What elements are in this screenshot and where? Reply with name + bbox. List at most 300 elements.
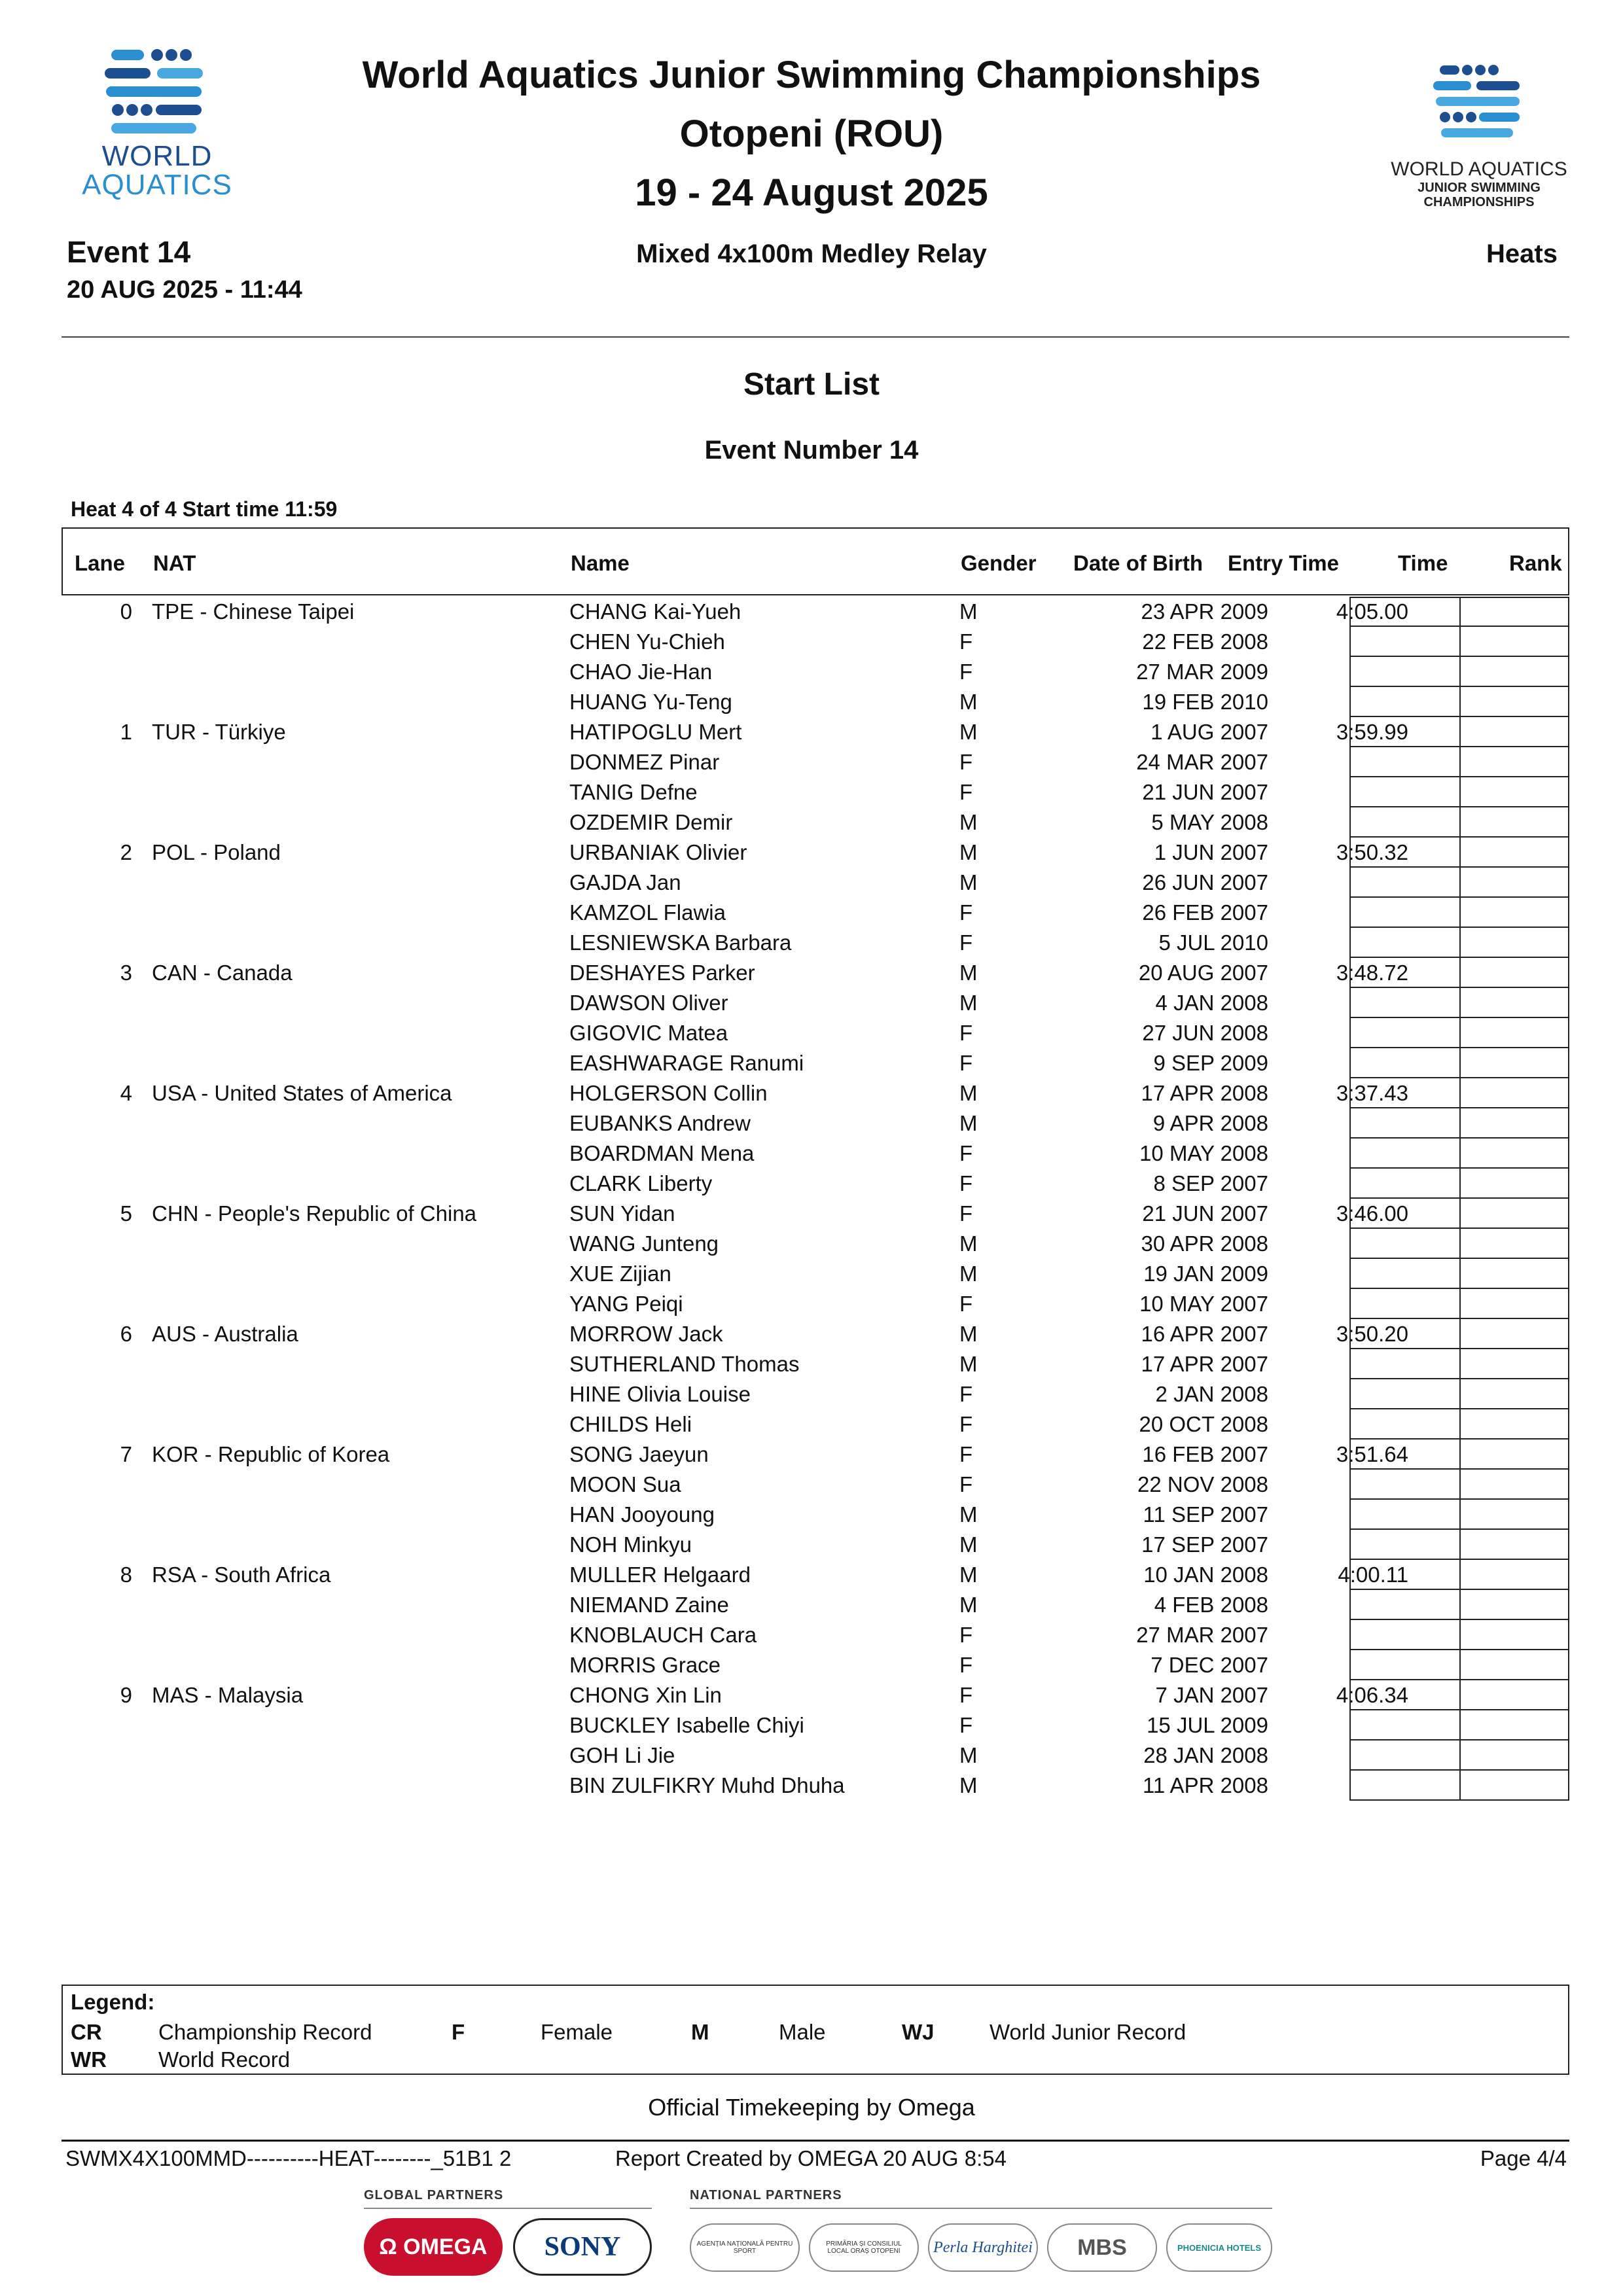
- table-row: [62, 958, 1569, 988]
- col-rank: Rank: [1509, 551, 1562, 575]
- logo-word-1: WORLD: [101, 140, 213, 172]
- rank-box: [1459, 747, 1569, 777]
- table-row: [62, 1199, 1569, 1229]
- time-box: [1349, 1229, 1461, 1259]
- swimmer-dob: 10 JAN 2008: [1143, 1563, 1268, 1587]
- swimmer-dob: 19 FEB 2010: [1142, 690, 1268, 714]
- swimmer-gender: F: [959, 750, 973, 774]
- time-box: [1349, 1470, 1461, 1500]
- table-row: [62, 1169, 1569, 1199]
- swimmer-dob: 15 JUL 2009: [1147, 1713, 1268, 1737]
- swimmer-name: HUANG Yu-Teng: [569, 690, 732, 714]
- lane-number: 2: [120, 840, 132, 864]
- swimmer-dob: 7 JAN 2007: [1155, 1683, 1268, 1707]
- col-dob: Date of Birth: [1073, 551, 1203, 575]
- swimmer-dob: 23 APR 2009: [1141, 599, 1268, 624]
- table-row: [62, 868, 1569, 898]
- swimmer-name: MOON Sua: [569, 1472, 681, 1496]
- swimmer-dob: 1 JUN 2007: [1154, 840, 1268, 864]
- table-row: [62, 1470, 1569, 1500]
- rank-box: [1459, 1710, 1569, 1740]
- swimmer-dob: 30 APR 2008: [1141, 1231, 1268, 1256]
- table-row: [62, 838, 1569, 868]
- rank-box: [1459, 1139, 1569, 1169]
- swimmer-dob: 8 SEP 2007: [1153, 1171, 1268, 1195]
- time-box: [1349, 1199, 1461, 1229]
- entry-time: 3:46.00: [1336, 1201, 1408, 1226]
- team-nat: KOR - Republic of Korea: [152, 1442, 390, 1466]
- table-row: [62, 928, 1569, 958]
- swimmer-name: HATIPOGLU Mert: [569, 720, 742, 744]
- time-box: [1349, 1108, 1461, 1139]
- col-lane: Lane: [75, 551, 126, 575]
- team-nat: MAS - Malaysia: [152, 1683, 304, 1707]
- event-number: Event 14: [67, 235, 191, 269]
- swimmer-dob: 21 JUN 2007: [1142, 1201, 1268, 1226]
- time-box: [1349, 1710, 1461, 1740]
- legend-label-m: Male: [779, 2020, 826, 2044]
- swimmer-gender: F: [959, 1442, 973, 1466]
- lane-number: 7: [120, 1442, 132, 1466]
- global-partners-label: GLOBAL PARTNERS: [364, 2188, 504, 2202]
- table-row: [62, 1078, 1569, 1108]
- swimmer-dob: 11 SEP 2007: [1143, 1502, 1268, 1527]
- swimmer-gender: F: [959, 1021, 973, 1045]
- table-row: [62, 807, 1569, 838]
- swimmer-gender: F: [959, 900, 973, 925]
- swimmer-gender: F: [959, 660, 973, 684]
- partner-perla-harghitei-logo: Perla Harghitei: [928, 2223, 1038, 2272]
- rank-box: [1459, 1500, 1569, 1530]
- swimmer-dob: 17 SEP 2007: [1141, 1532, 1268, 1557]
- legend-code-wj: WJ: [902, 2020, 935, 2044]
- swimmer-name: YANG Peiqi: [569, 1292, 683, 1316]
- swimmer-dob: 26 FEB 2007: [1142, 900, 1268, 925]
- swimmer-dob: 10 MAY 2008: [1139, 1141, 1268, 1165]
- table-header: [62, 527, 1569, 595]
- swimmer-gender: M: [959, 1081, 978, 1105]
- table-row: [62, 747, 1569, 777]
- omega-logo: Ω OMEGA: [364, 2218, 503, 2276]
- time-box: [1349, 1379, 1461, 1409]
- rank-box: [1459, 777, 1569, 807]
- col-name: Name: [571, 551, 630, 575]
- col-time: Time: [1398, 551, 1448, 575]
- lane-number: 5: [120, 1201, 132, 1226]
- swimmer-dob: 16 FEB 2007: [1142, 1442, 1268, 1466]
- swimmer-name: CLARK Liberty: [569, 1171, 713, 1195]
- swimmer-name: NIEMAND Zaine: [569, 1593, 729, 1617]
- time-box: [1349, 1740, 1461, 1771]
- time-box: [1349, 1530, 1461, 1560]
- swimmer-name: XUE Zijian: [569, 1262, 671, 1286]
- swimmer-dob: 27 JUN 2008: [1142, 1021, 1268, 1045]
- time-box: [1349, 1319, 1461, 1349]
- time-box: [1349, 1259, 1461, 1289]
- lane-number: 0: [120, 599, 132, 624]
- entry-time: 4:06.34: [1336, 1683, 1408, 1707]
- partner-mbs-logo: MBS: [1047, 2223, 1157, 2272]
- table-row: [62, 1560, 1569, 1590]
- swimmer-dob: 17 APR 2007: [1141, 1352, 1268, 1376]
- swimmer-gender: M: [959, 961, 978, 985]
- team-nat: POL - Poland: [152, 840, 281, 864]
- swimmer-gender: M: [959, 1773, 978, 1797]
- rank-box: [1459, 1319, 1569, 1349]
- swimmer-name: MORROW Jack: [569, 1322, 723, 1346]
- time-box: [1349, 868, 1461, 898]
- swimmer-name: SONG Jaeyun: [569, 1442, 709, 1466]
- time-box: [1349, 717, 1461, 747]
- lane-number: 9: [120, 1683, 132, 1707]
- table-row: [62, 1409, 1569, 1439]
- table-row: [62, 1018, 1569, 1048]
- table-row: [62, 627, 1569, 657]
- sony-logo: SONY: [513, 2218, 652, 2276]
- swimmer-gender: M: [959, 810, 978, 834]
- rank-box: [1459, 928, 1569, 958]
- swimmer-gender: M: [959, 991, 978, 1015]
- rank-box: [1459, 988, 1569, 1018]
- table-row: [62, 657, 1569, 687]
- rank-box: [1459, 1078, 1569, 1108]
- table-row: [62, 1620, 1569, 1650]
- swimmer-name: SUN Yidan: [569, 1201, 675, 1226]
- rank-box: [1459, 1108, 1569, 1139]
- title-line-3: 19 - 24 August 2025: [635, 171, 988, 214]
- team-nat: CHN - People's Republic of China: [152, 1201, 477, 1226]
- time-box: [1349, 898, 1461, 928]
- swimmer-dob: 21 JUN 2007: [1142, 780, 1268, 804]
- rank-box: [1459, 1379, 1569, 1409]
- table-row: [62, 717, 1569, 747]
- page-number: Page 4/4: [1480, 2146, 1567, 2170]
- swimmer-dob: 16 APR 2007: [1141, 1322, 1268, 1346]
- rank-box: [1459, 1470, 1569, 1500]
- legend-code-f: F: [452, 2020, 465, 2044]
- event-datetime: 20 AUG 2025 - 11:44: [67, 276, 302, 304]
- swimmer-gender: M: [959, 1502, 978, 1527]
- rank-box: [1459, 687, 1569, 717]
- table-row: [62, 1048, 1569, 1078]
- time-box: [1349, 1048, 1461, 1078]
- time-box: [1349, 1078, 1461, 1108]
- swimmer-gender: M: [959, 690, 978, 714]
- rank-box: [1459, 597, 1569, 627]
- swimmer-name: HOLGERSON Collin: [569, 1081, 768, 1105]
- swimmer-gender: M: [959, 1231, 978, 1256]
- col-entry-time: Entry Time: [1228, 551, 1339, 575]
- col-gender: Gender: [961, 551, 1037, 575]
- national-partners-label: NATIONAL PARTNERS: [690, 2188, 842, 2202]
- table-row: [62, 1229, 1569, 1259]
- table-row: [62, 1319, 1569, 1349]
- table-row: [62, 687, 1569, 717]
- swimmer-dob: 24 MAR 2007: [1136, 750, 1268, 774]
- swimmer-gender: M: [959, 1532, 978, 1557]
- swimmer-name: TANIG Defne: [569, 780, 698, 804]
- legend-label-wr: World Record: [158, 2047, 291, 2072]
- swimmer-name: NOH Minkyu: [569, 1532, 692, 1557]
- legend-code-wr: WR: [71, 2047, 107, 2072]
- swimmer-dob: 20 AUG 2007: [1138, 961, 1268, 985]
- swimmer-gender: F: [959, 1623, 973, 1647]
- table-row: [62, 1680, 1569, 1710]
- rank-box: [1459, 838, 1569, 868]
- team-nat: CAN - Canada: [152, 961, 293, 985]
- legend: [62, 1985, 1569, 2075]
- swimmer-dob: 5 MAY 2008: [1151, 810, 1268, 834]
- rank-box: [1459, 1018, 1569, 1048]
- swimmer-gender: M: [959, 1743, 978, 1767]
- swimmer-name: GAJDA Jan: [569, 870, 681, 894]
- time-box: [1349, 657, 1461, 687]
- swimmer-gender: M: [959, 1593, 978, 1617]
- rank-box: [1459, 1680, 1569, 1710]
- junior-championships-logo: [1368, 60, 1590, 209]
- swimmer-name: CHILDS Heli: [569, 1412, 692, 1436]
- rlogo-line-3: CHAMPIONSHIPS: [1423, 195, 1535, 209]
- swimmer-gender: F: [959, 1382, 973, 1406]
- swimmer-gender: F: [959, 780, 973, 804]
- swimmer-gender: F: [959, 1713, 973, 1737]
- table-row: [62, 1650, 1569, 1680]
- time-box: [1349, 1680, 1461, 1710]
- junior-championships-mark-icon: [1368, 60, 1590, 158]
- time-box: [1349, 958, 1461, 988]
- rank-box: [1459, 627, 1569, 657]
- swimmer-gender: F: [959, 1051, 973, 1075]
- swimmer-dob: 2 JAN 2008: [1155, 1382, 1268, 1406]
- time-box: [1349, 838, 1461, 868]
- global-partners-rule: [364, 2208, 652, 2209]
- swimmer-gender: F: [959, 1653, 973, 1677]
- swimmer-dob: 17 APR 2008: [1141, 1081, 1268, 1105]
- swimmer-dob: 9 SEP 2009: [1153, 1051, 1268, 1075]
- entry-time: 3:50.32: [1336, 840, 1408, 864]
- swimmer-name: DONMEZ Pinar: [569, 750, 720, 774]
- legend-code-cr: CR: [71, 2020, 102, 2044]
- rank-box: [1459, 1740, 1569, 1771]
- rank-box: [1459, 807, 1569, 838]
- time-box: [1349, 1439, 1461, 1470]
- swimmer-gender: M: [959, 1322, 978, 1346]
- time-box: [1349, 1500, 1461, 1530]
- time-box: [1349, 988, 1461, 1018]
- time-box: [1349, 807, 1461, 838]
- rank-box: [1459, 1289, 1569, 1319]
- team-nat: TPE - Chinese Taipei: [152, 599, 355, 624]
- team-nat: RSA - South Africa: [152, 1563, 331, 1587]
- swimmer-gender: F: [959, 1171, 973, 1195]
- swimmer-name: OZDEMIR Demir: [569, 810, 733, 834]
- swimmer-gender: M: [959, 599, 978, 624]
- event-name: Mixed 4x100m Medley Relay: [636, 239, 987, 268]
- col-nat: NAT: [153, 551, 196, 575]
- rank-box: [1459, 868, 1569, 898]
- lane-number: 3: [120, 961, 132, 985]
- entry-time: 3:59.99: [1336, 720, 1408, 744]
- time-box: [1349, 1409, 1461, 1439]
- lane-number: 4: [120, 1081, 132, 1105]
- time-box: [1349, 687, 1461, 717]
- table-row: [62, 1139, 1569, 1169]
- entry-time: 4:05.00: [1336, 599, 1408, 624]
- official-timekeeping: Official Timekeeping by Omega: [648, 2094, 975, 2121]
- swimmer-gender: F: [959, 1683, 973, 1707]
- table-row: [62, 1289, 1569, 1319]
- report-created: Report Created by OMEGA 20 AUG 8:54: [615, 2146, 1007, 2170]
- report-code: SWMX4X100MMD----------HEAT--------_51B1 2: [65, 2146, 512, 2170]
- title-line-2: Otopeni (ROU): [679, 113, 944, 155]
- swimmer-gender: F: [959, 930, 973, 955]
- swimmer-name: KNOBLAUCH Cara: [569, 1623, 757, 1647]
- swimmer-name: HINE Olivia Louise: [569, 1382, 751, 1406]
- swimmer-name: LESNIEWSKA Barbara: [569, 930, 792, 955]
- event-phase: Heats: [1486, 239, 1558, 268]
- swimmer-dob: 27 MAR 2007: [1136, 1623, 1268, 1647]
- entry-time: 4:00.11: [1338, 1563, 1408, 1587]
- legend-label-wj: World Junior Record: [990, 2020, 1186, 2044]
- heat-label: Heat 4 of 4 Start time 11:59: [71, 497, 338, 521]
- swimmer-dob: 1 AUG 2007: [1150, 720, 1268, 744]
- rlogo-line-1: WORLD AQUATICS: [1391, 158, 1567, 180]
- legend-label-cr: Championship Record: [158, 2020, 372, 2044]
- swimmer-gender: F: [959, 1141, 973, 1165]
- table-row: [62, 1590, 1569, 1620]
- swimmer-name: CHONG Xin Lin: [569, 1683, 722, 1707]
- title-line-1: World Aquatics Junior Swimming Championships: [362, 54, 1261, 96]
- rank-box: [1459, 717, 1569, 747]
- rank-box: [1459, 1259, 1569, 1289]
- rank-box: [1459, 1650, 1569, 1680]
- time-box: [1349, 597, 1461, 627]
- lane-number: 6: [120, 1322, 132, 1346]
- rank-box: [1459, 657, 1569, 687]
- time-box: [1349, 1620, 1461, 1650]
- swimmer-dob: 20 OCT 2008: [1139, 1412, 1268, 1436]
- swimmer-name: WANG Junteng: [569, 1231, 719, 1256]
- swimmer-name: URBANIAK Olivier: [569, 840, 747, 864]
- rank-box: [1459, 958, 1569, 988]
- partner-phoenicia-logo: PHOENICIA HOTELS: [1166, 2223, 1272, 2272]
- partner-otopeni-logo: PRIMĂRIA ȘI CONSILIUL LOCAL ORAȘ OTOPENI: [809, 2223, 919, 2272]
- table-row: [62, 597, 1569, 627]
- entry-time: 3:48.72: [1336, 961, 1408, 985]
- swimmer-dob: 22 FEB 2008: [1142, 629, 1268, 654]
- table-row: [62, 988, 1569, 1018]
- time-box: [1349, 1650, 1461, 1680]
- team-nat: USA - United States of America: [152, 1081, 452, 1105]
- swimmer-name: BOARDMAN Mena: [569, 1141, 755, 1165]
- table-row: [62, 1379, 1569, 1409]
- swimmer-gender: M: [959, 1262, 978, 1286]
- time-box: [1349, 627, 1461, 657]
- table-row: [62, 898, 1569, 928]
- rank-box: [1459, 1439, 1569, 1470]
- swimmer-gender: M: [959, 870, 978, 894]
- table-row: [62, 777, 1569, 807]
- table-row: [62, 1710, 1569, 1740]
- partner-ans-logo: AGENȚIA NAȚIONALĂ PENTRU SPORT: [690, 2223, 800, 2272]
- time-box: [1349, 928, 1461, 958]
- rank-box: [1459, 898, 1569, 928]
- rank-box: [1459, 1771, 1569, 1801]
- table-row: [62, 1439, 1569, 1470]
- time-box: [1349, 1590, 1461, 1620]
- swimmer-name: BIN ZULFIKRY Muhd Dhuha: [569, 1773, 845, 1797]
- world-aquatics-logo: [65, 47, 249, 200]
- table-row: [62, 1500, 1569, 1530]
- swimmer-name: MULLER Helgaard: [569, 1563, 751, 1587]
- rank-box: [1459, 1169, 1569, 1199]
- time-box: [1349, 1139, 1461, 1169]
- swimmer-dob: 7 DEC 2007: [1150, 1653, 1268, 1677]
- logo-word-2: AQUATICS: [82, 169, 232, 201]
- swimmer-name: EASHWARAGE Ranumi: [569, 1051, 804, 1075]
- lane-number: 8: [120, 1563, 132, 1587]
- entry-time: 3:50.20: [1336, 1322, 1408, 1346]
- time-box: [1349, 1169, 1461, 1199]
- legend-label-f: Female: [541, 2020, 613, 2044]
- rank-box: [1459, 1229, 1569, 1259]
- swimmer-dob: 27 MAR 2009: [1136, 660, 1268, 684]
- swimmer-name: CHEN Yu-Chieh: [569, 629, 725, 654]
- table-row: [62, 1740, 1569, 1771]
- world-aquatics-mark-icon: [65, 47, 249, 139]
- swimmer-gender: F: [959, 1412, 973, 1436]
- swimmer-name: CHANG Kai-Yueh: [569, 599, 741, 624]
- swimmer-name: EUBANKS Andrew: [569, 1111, 751, 1135]
- table-row: [62, 1259, 1569, 1289]
- swimmer-gender: M: [959, 720, 978, 744]
- swimmer-gender: F: [959, 1201, 973, 1226]
- rank-box: [1459, 1530, 1569, 1560]
- table-row: [62, 1771, 1569, 1801]
- footer-divider: [62, 2140, 1569, 2142]
- time-box: [1349, 747, 1461, 777]
- swimmer-name: CHAO Jie-Han: [569, 660, 713, 684]
- swimmer-dob: 4 JAN 2008: [1155, 991, 1268, 1015]
- rank-box: [1459, 1409, 1569, 1439]
- entry-time: 3:37.43: [1336, 1081, 1408, 1105]
- legend-code-m: M: [691, 2020, 709, 2044]
- table-row: [62, 1108, 1569, 1139]
- swimmer-name: DESHAYES Parker: [569, 961, 755, 985]
- championship-title: [314, 46, 1309, 222]
- header-divider: [62, 336, 1569, 338]
- table-row: [62, 1349, 1569, 1379]
- swimmer-gender: M: [959, 1563, 978, 1587]
- rank-box: [1459, 1620, 1569, 1650]
- rank-box: [1459, 1590, 1569, 1620]
- swimmer-dob: 4 FEB 2008: [1154, 1593, 1268, 1617]
- swimmer-gender: F: [959, 1472, 973, 1496]
- entry-time: 3:51.64: [1336, 1442, 1408, 1466]
- time-box: [1349, 1771, 1461, 1801]
- rank-box: [1459, 1199, 1569, 1229]
- swimmer-dob: 26 JUN 2007: [1142, 870, 1268, 894]
- time-box: [1349, 1289, 1461, 1319]
- swimmer-gender: M: [959, 1111, 978, 1135]
- swimmer-name: KAMZOL Flawia: [569, 900, 726, 925]
- team-nat: TUR - Türkiye: [152, 720, 286, 744]
- rlogo-line-2: JUNIOR SWIMMING: [1418, 181, 1541, 195]
- rank-box: [1459, 1349, 1569, 1379]
- swimmer-name: GIGOVIC Matea: [569, 1021, 728, 1045]
- swimmer-dob: 22 NOV 2008: [1137, 1472, 1268, 1496]
- swimmer-gender: M: [959, 840, 978, 864]
